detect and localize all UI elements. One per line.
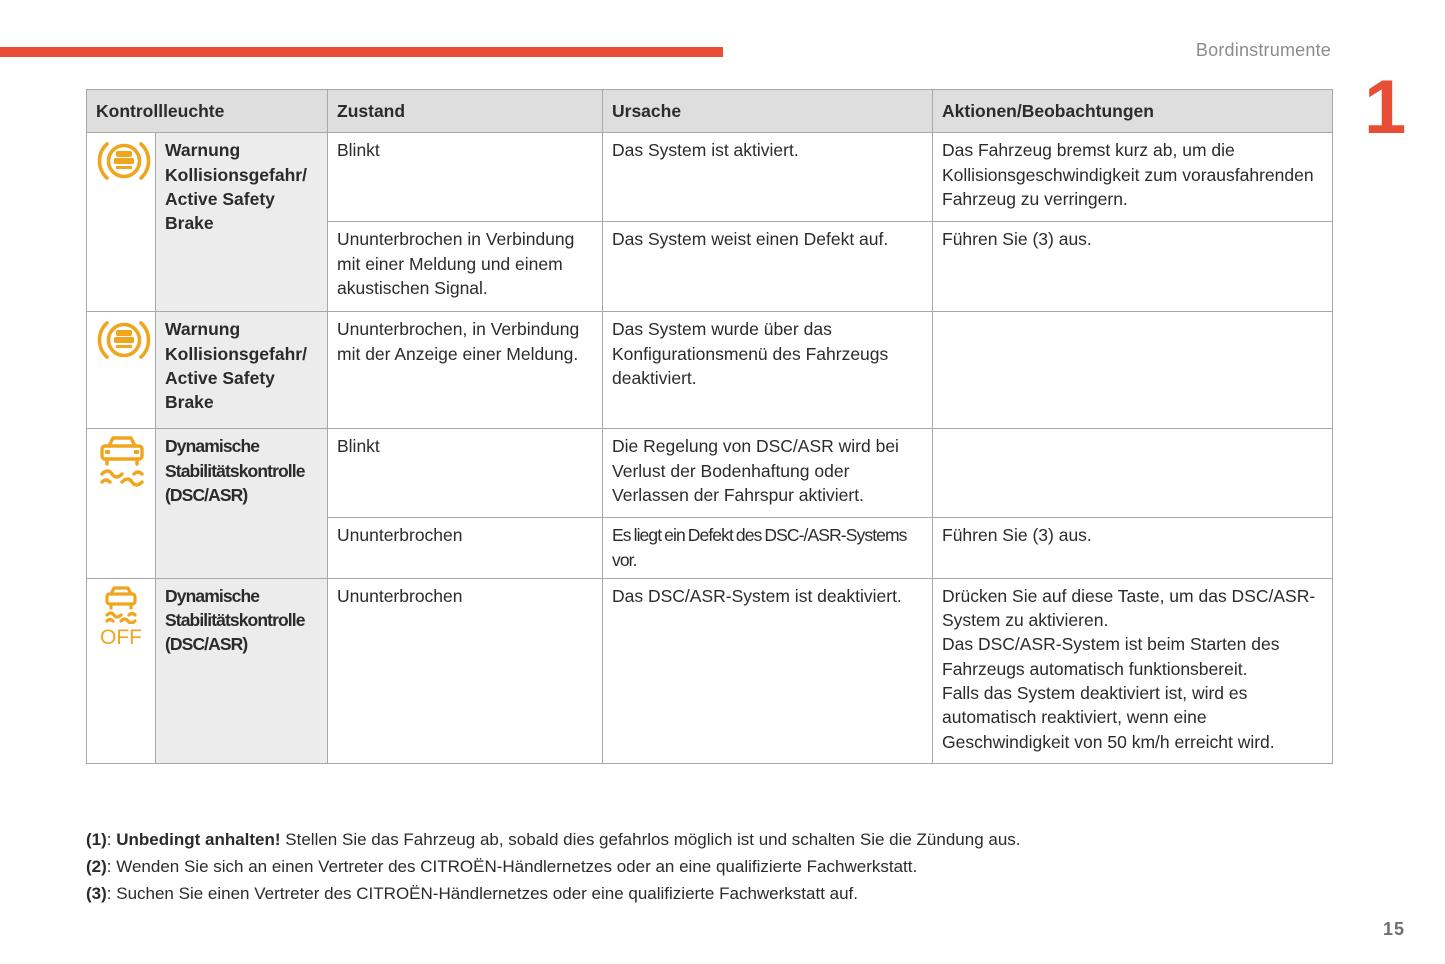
header-kontrollleuchte: Kontrollleuchte xyxy=(87,90,328,133)
warning-lights-table xyxy=(86,89,1333,764)
footnotes xyxy=(86,828,1021,909)
table-row xyxy=(87,578,1333,763)
lamp-name-line: Dynamische xyxy=(165,436,260,457)
icon-cell xyxy=(87,578,156,763)
lamp-name-line: (DSC/ASR) xyxy=(165,634,248,655)
ursache-cell: Das System wurde über das Konfigurationsmenü des Fahrzeugs deaktiviert. xyxy=(603,312,933,429)
footnote: (1): Unbedingt anhalten! Stellen Sie das Fahrzeug ab, sobald dies gefahrlos möglich ist und schalten Sie die Zündung aus. xyxy=(86,830,1021,849)
lamp-name-line: Brake xyxy=(165,213,214,234)
footnote-ref: (1) xyxy=(86,830,107,849)
lamp-name-line: Warnung xyxy=(165,319,241,340)
aktion-cell: Führen Sie (3) aus. xyxy=(933,518,1333,579)
zustand-cell: Ununterbrochen in Verbindung mit einer Meldung und einem akustischen Signal. xyxy=(328,222,603,312)
icon-cell xyxy=(87,133,156,312)
header-aktionen: Aktionen/Beobachtungen xyxy=(933,90,1333,133)
collision-warning-icon xyxy=(96,138,152,184)
section-title: Bordinstrumente xyxy=(1195,40,1331,60)
aktion-cell: Das Fahrzeug bremst kurz ab, um die Kollisionsgeschwindigkeit zum vorausfahrenden Fahrzeug zu verringern. xyxy=(933,133,1333,222)
aktion-cell: Drücken Sie auf diese Taste, um das DSC/ASR-System zu aktivieren. Das DSC/ASR-System ist beim Starten des Fahrzeugs automatisch funktionsbereit. Falls das System deaktiviert ist, wird es automatisch reaktiviert, wenn eine Geschwindigkeit von 50 km/h erreicht wird. xyxy=(933,578,1333,763)
ursache-cell: Es liegt ein Defekt des DSC-/ASR-Systems vor. xyxy=(603,518,933,579)
table-row xyxy=(87,133,1333,222)
zustand-cell: Ununterbrochen xyxy=(328,518,603,579)
header-accent-bar xyxy=(0,47,723,57)
footnote: (3): Suchen Sie einen Vertreter des CITROËN-Händlernetzes oder eine qualifizierte Fachwerkstatt auf. xyxy=(86,884,858,903)
ursache-cell: Das DSC/ASR-System ist deaktiviert. xyxy=(603,578,933,763)
chapter-number: 1 xyxy=(1364,65,1407,150)
lamp-name xyxy=(156,429,328,579)
icon-cell xyxy=(87,429,156,579)
collision-warning-icon xyxy=(96,317,152,363)
lamp-name-line: Warnung xyxy=(165,140,241,161)
lamp-name xyxy=(156,578,328,763)
zustand-cell: Blinkt xyxy=(328,429,603,518)
zustand-cell: Ununterbrochen xyxy=(328,578,603,763)
lamp-name xyxy=(156,133,328,312)
lamp-name-line: Active Safety xyxy=(165,367,275,388)
footnote-text: Suchen Sie einen Vertreter des CITROËN-Händlernetzes oder eine qualifizierte Fachwerkstatt auf. xyxy=(116,884,858,903)
lamp-name-line: Active Safety xyxy=(165,188,275,209)
footnote-text: Wenden Sie sich an einen Vertreter des CITROËN-Händlernetzes oder an eine qualifizierte Fachwerkstatt. xyxy=(116,857,918,876)
lamp-name-line: (DSC/ASR) xyxy=(165,484,248,505)
header-zustand: Zustand xyxy=(328,90,603,133)
footnote-text: Stellen Sie das Fahrzeug ab, sobald dies gefahrlos möglich ist und schalten Sie die Zündung aus. xyxy=(280,830,1021,849)
aktion-cell xyxy=(933,312,1333,429)
footnote: (2): Wenden Sie sich an einen Vertreter des CITROËN-Händlernetzes oder an eine qualifizierte Fachwerkstatt. xyxy=(86,857,918,876)
off-label: OFF xyxy=(100,626,142,650)
stability-control-off-icon xyxy=(101,584,141,624)
footnote-ref: (3) xyxy=(86,884,107,903)
aktion-cell xyxy=(933,429,1333,518)
lamp-name-line: Kollisionsgefahr/ xyxy=(165,164,307,185)
page-number: 15 xyxy=(1382,919,1405,939)
footnote-emphasis: Unbedingt anhalten! xyxy=(116,830,281,849)
lamp-name-line: Stabilitätskontrolle xyxy=(165,610,305,631)
stability-control-icon xyxy=(96,434,148,490)
table-row xyxy=(87,429,1333,518)
lamp-name-line: Dynamische xyxy=(165,585,260,606)
icon-cell xyxy=(87,312,156,429)
lamp-name-line: Brake xyxy=(165,392,214,413)
header-ursache: Ursache xyxy=(603,90,933,133)
footnote-ref: (2) xyxy=(86,857,107,876)
zustand-cell: Ununterbrochen, in Verbindung mit der Anzeige einer Meldung. xyxy=(328,312,603,429)
zustand-cell: Blinkt xyxy=(328,133,603,222)
table-row xyxy=(87,312,1333,429)
ursache-cell: Die Regelung von DSC/ASR wird bei Verlust der Bodenhaftung oder Verlassen der Fahrspur aktiviert. xyxy=(603,429,933,518)
lamp-name-line: Stabilitätskontrolle xyxy=(165,460,305,481)
ursache-cell: Das System ist aktiviert. xyxy=(603,133,933,222)
table-header-row xyxy=(87,90,1333,133)
aktion-cell: Führen Sie (3) aus. xyxy=(933,222,1333,312)
lamp-name xyxy=(156,312,328,429)
lamp-name-line: Kollisionsgefahr/ xyxy=(165,343,307,364)
ursache-cell: Das System weist einen Defekt auf. xyxy=(603,222,933,312)
